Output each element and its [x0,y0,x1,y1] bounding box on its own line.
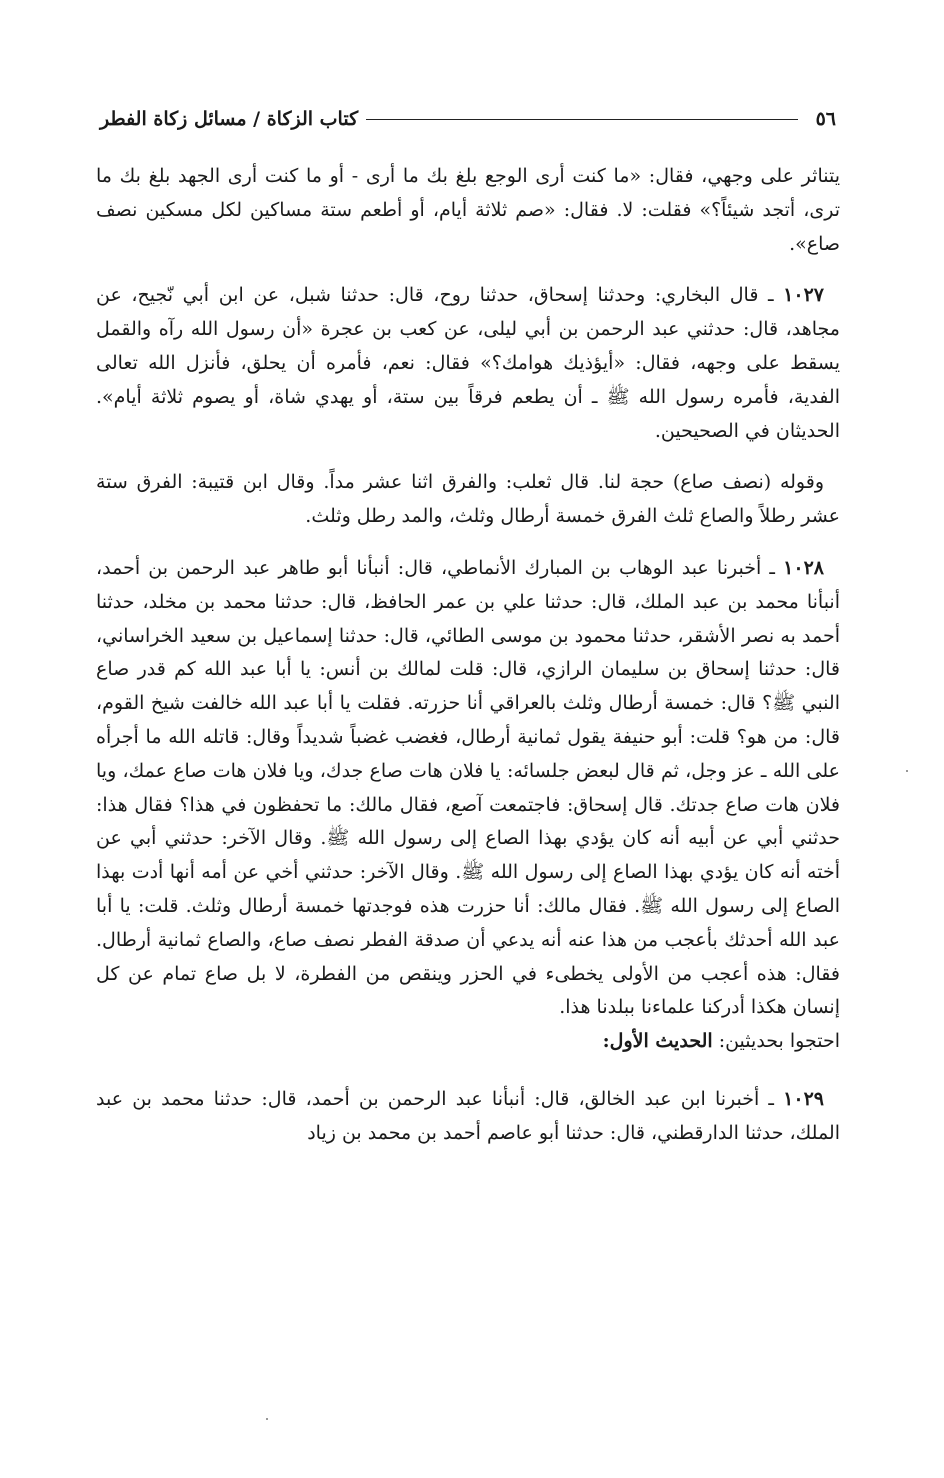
hadith-1028 [96,552,840,1025]
paragraph-text: ـ أخبرنا ابن عبد الخالق، قال: أنبأنا عبد الرحمن بن أحمد، قال: حدثنا محمد بن عبد الملك، حدثنا الدارقطني، قال: حدثنا أبو عاصم أحمد بن محمد بن زياد [96,1087,840,1144]
paragraph-text: ـ قال البخاري: وحدثنا إسحاق، حدثنا روح، قال: حدثنا شبل، عن ابن أبي نّجيح، عن مجاهد، قال: حدثني عبد الرحمن بن أبي ليلى، عن كعب بن عجرة «أن رسول الله رآه والقمل يسقط على وجهه، فقال: «أيؤذيك هوامك؟» فقال: نعم، فأمره أن يحلق، فأنزل الله تعالى الفدية، فأمره رسول الله ﷺ ـ أن يطعم فرقاً بين ستة، أو يهدي شاة، أو يصوم ثلاثة أيام». الحديثان في الصحيحين. [96,284,840,442]
scan-speck [266,1418,268,1420]
page-header [100,102,836,136]
running-title: كتاب الزكاة / مسائل زكاة الفطر [100,108,359,130]
header-rule [366,119,797,120]
page-number: ٥٦ [815,108,836,130]
paragraph-text: وقوله (نصف صاع) حجة لنا. قال ثعلب: والفرق اثنا عشر مداً. وقال ابن قتيبة: الفرق ستة عشر رطلاً والصاع ثلث الفرق خمسة أرطال وثلث، والمد رطل وثلث. [96,471,840,528]
hadith-number: ١٠٢٩ [783,1087,824,1110]
first-hadith-heading [96,1025,840,1059]
paragraph-text: يتناثر على وجهي، فقال: «ما كنت أرى الوجع بلغ بك ما أرى - أو ما كنت أرى الجهد بلغ بك ما ترى، أتجد شيئاً؟» فقلت: لا. فقال: «صم ثلاثة أيام، أو أطعم ستة مساكين لكل مسكين نصف صاع». [96,165,840,255]
paragraph-continuation [96,160,840,261]
heading-label: الحديث الأول: [602,1030,713,1053]
commentary-paragraph [96,466,840,534]
heading-prefix: احتجوا بحديثين: [712,1030,840,1053]
hadith-1027 [96,279,840,448]
hadith-1029 [96,1083,840,1151]
paragraph-text: ـ أخبرنا عبد الوهاب بن المبارك الأنماطي، قال: أنبأنا أبو طاهر عبد الرحمن بن أحمد، أنبأنا محمد بن عبد الملك، قال: حدثنا علي بن عمر الحافظ، قال: حدثنا محمد بن مخلد، حدثنا أحمد به نصر الأشقر، حدثنا محمود بن موسى الطائي، قال: حدثنا إسماعيل بن سعيد الخراساني، قال: حدثنا إسحاق بن سليمان الرازي، قال: قلت لمالك بن أنس: يا أبا عبد الله كم قدر صاع النبي ﷺ؟ قال: خمسة أرطال وثلث بالعراقي أنا حزرته. فقلت يا أبا عبد الله خالفت شيخ القوم، قال: من هو؟ قلت: أبو حنيفة يقول ثمانية أرطال، فغضب غضباً شديداً وقال: قاتله الله ما أجرأه على الله ـ عز وجل، ثم قال لبعض جلسائه: يا فلان هات صاع جدك، ويا فلان هات صاع عمك، ويا فلان هات صاع جدتك. قال إسحاق: فاجتمعت آصع، فقال مالك: ما تحفظون في هذا؟ فقال هذا: حدثني أبي عن أبيه أنه كان يؤدي بهذا الصاع إلى رسول الله ﷺ. وقال الآخر: حدثني أبي عن أخته أنه كان يؤدي بهذا الصاع إلى رسول الله ﷺ. وقال الآخر: حدثني أخي عن أمه أنها أدت بهذا الصاع إلى رسول الله ﷺ. فقال مالك: أنا حزرت هذه فوجدتها خمسة أرطال وثلث. قلت: يا أبا عبد الله أحدثك بأعجب من هذا عنه أنه يدعي أن صدقة الفطر نصف صاع، والصاع ثمانية أرطال. فقال: هذه أعجب من الأولى يخطىء في الحزر وينقص من الفطرة، لا بل صاع تمام عن كل إنسان هكذا أدركنا علماءنا ببلدنا هذا. [96,556,840,1019]
hadith-number: ١٠٢٧ [783,284,824,307]
hadith-number: ١٠٢٨ [783,556,824,579]
page-body [96,160,840,1169]
scan-speck [906,770,908,772]
